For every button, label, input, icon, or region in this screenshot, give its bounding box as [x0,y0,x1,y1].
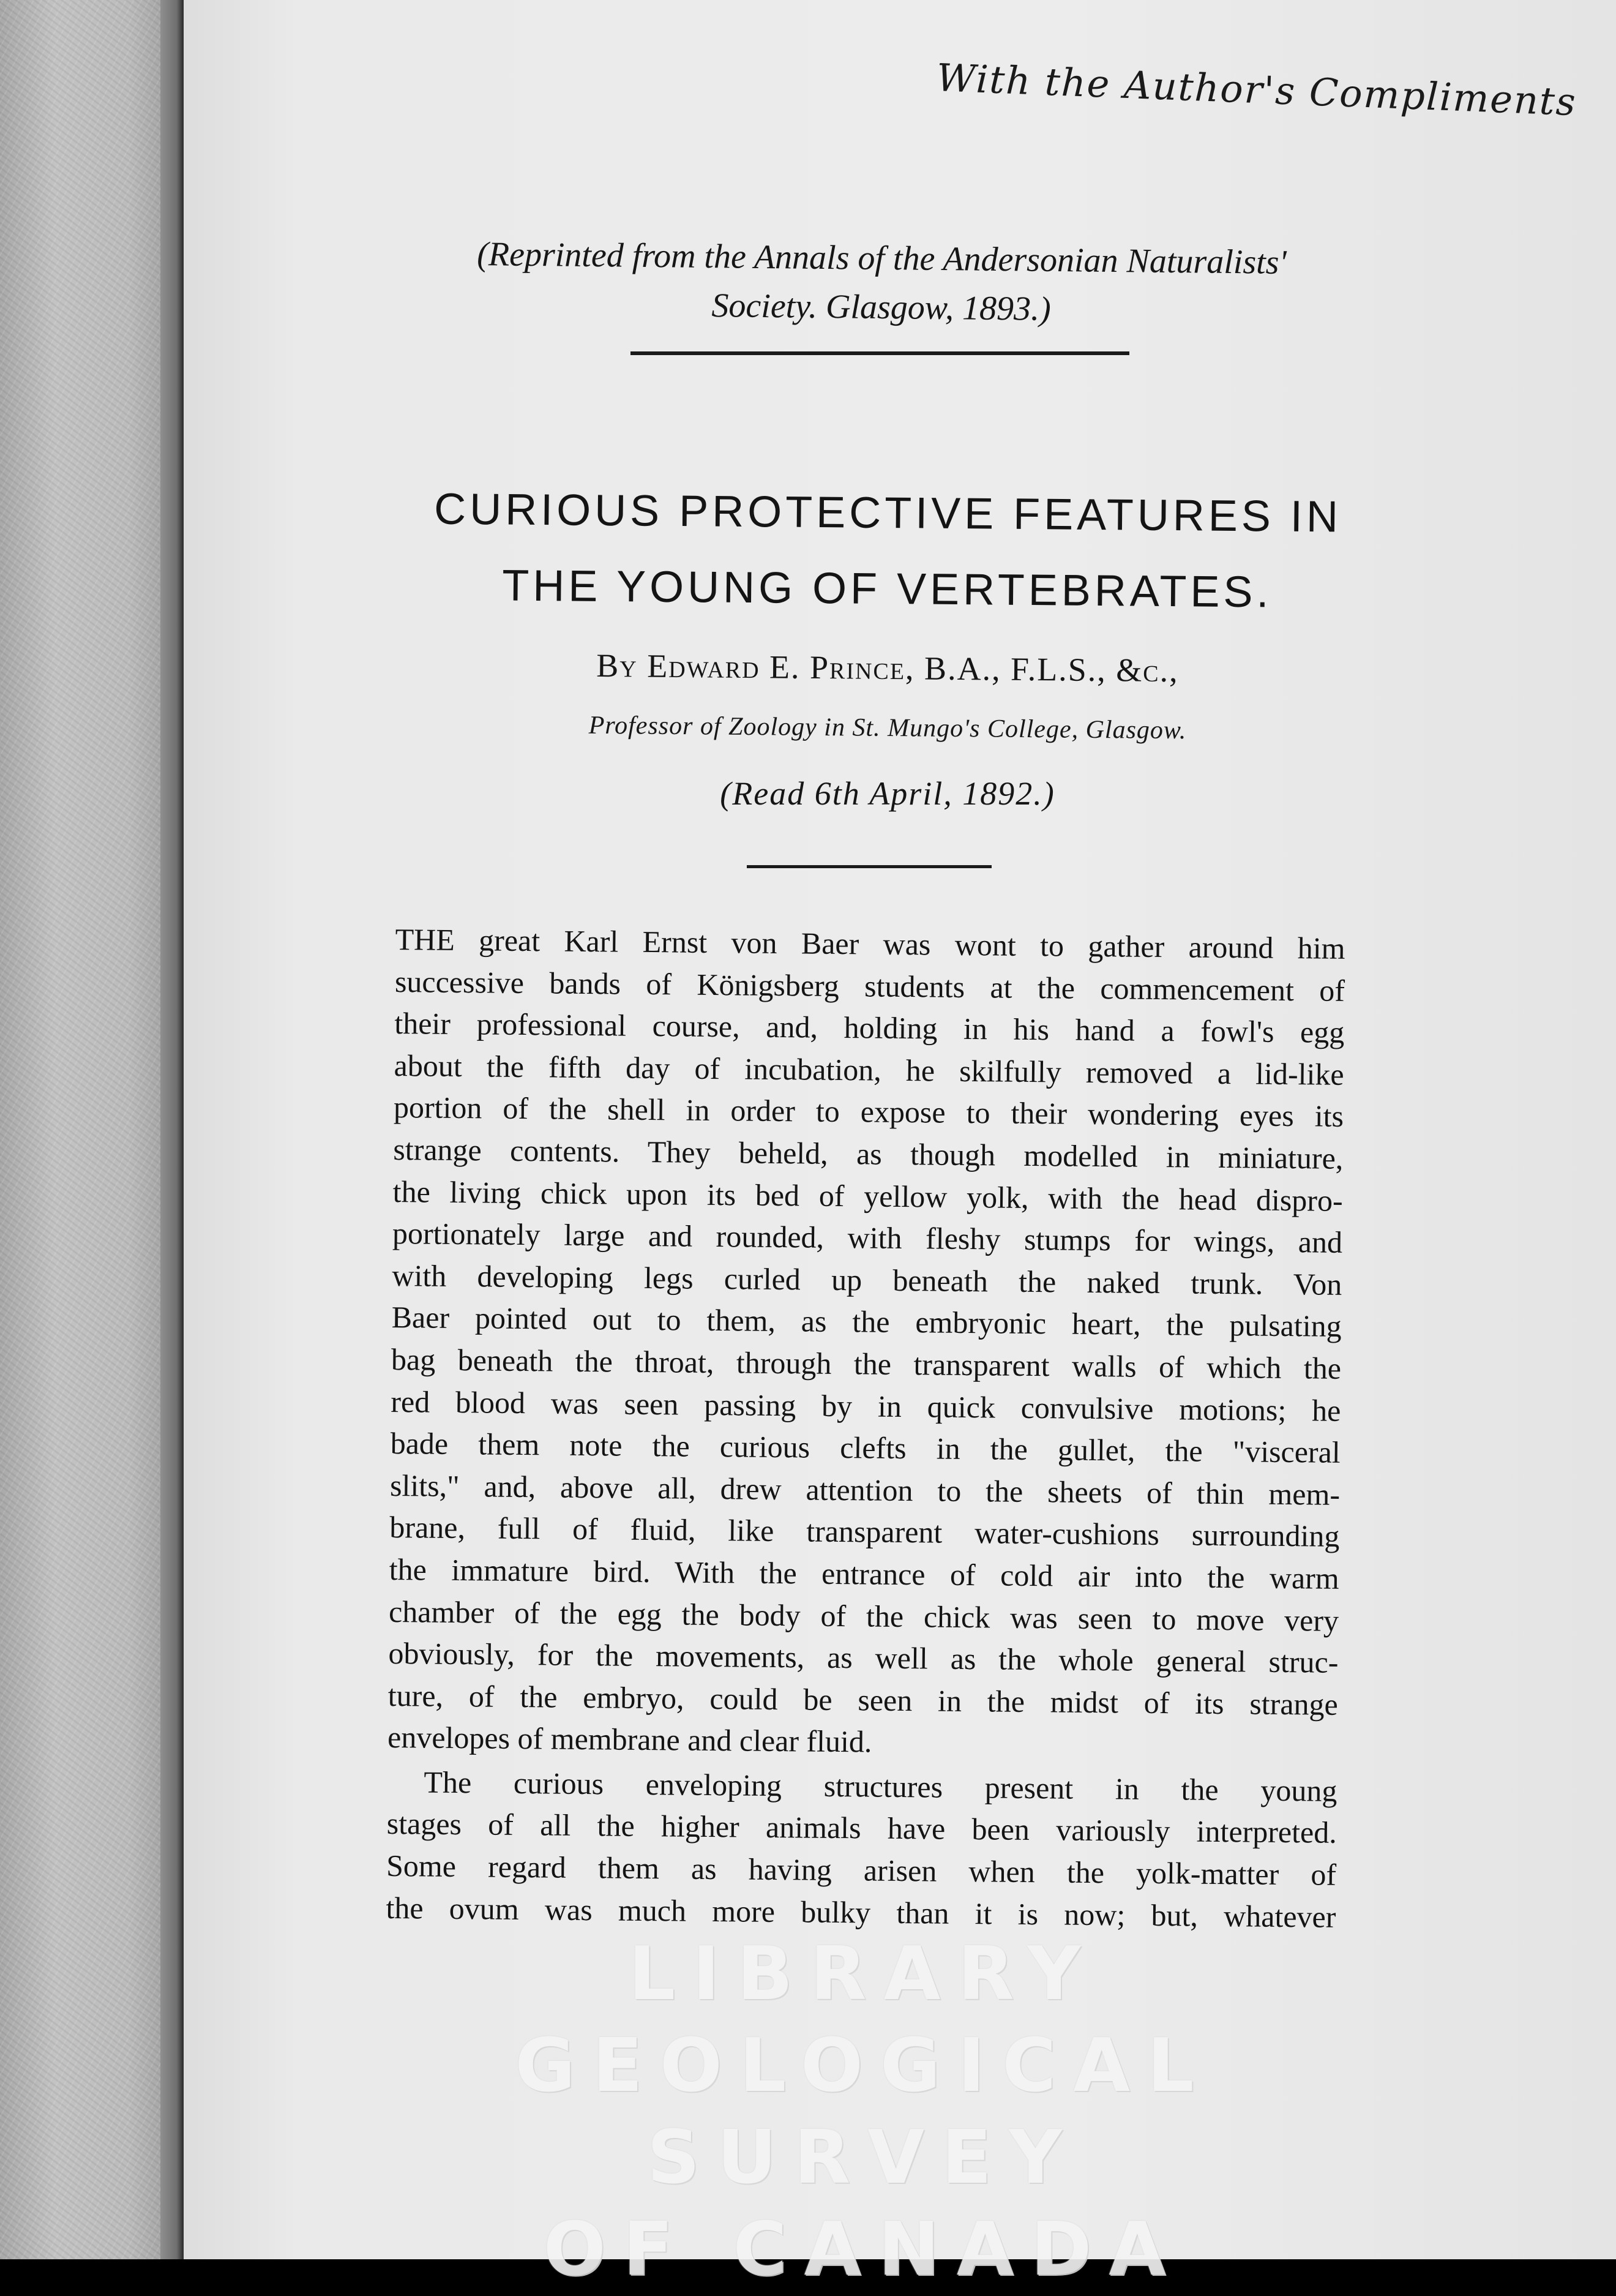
text-line: red blood was seen passing by in quick convulsive motions; he [391,1384,1341,1428]
stamp-line-2: GEOLOGICAL SURVEY [515,2024,1211,2200]
text-line: The curious enveloping structures present in the young [424,1765,1337,1808]
text-line: the immature bird. With the entrance of cold air into the warm [389,1551,1339,1596]
text-line: slits," and, above all, drew attention to the sheets of thin mem- [389,1468,1341,1512]
text-line: the ovum was much more bulky than it is now; but, whatever [386,1890,1336,1934]
title-line-1: CURIOUS PROTECTIVE FEATURES IN [433,484,1342,542]
page-edge-shadow [160,0,184,2259]
text-line: about the fifth day of incubation, he skilfully removed a lid-like [394,1048,1344,1092]
text-line: portionately large and rounded, with fleshy stumps for wings, and [392,1216,1343,1260]
text-line: obviously, for the movements, as well as the whole general struc- [388,1636,1339,1679]
stamp-line-1: LIBRARY [628,1932,1098,2017]
reprint-note [373,228,1390,337]
text-line: the living chick upon its bed of yellow yolk, with the head dispro- [392,1174,1343,1218]
text-line: stages of all the higher animals have been variously interpreted. [386,1806,1337,1850]
text-line: bag beneath the throat, through the transparent walls of which the [391,1341,1342,1386]
read-date: (Read 6th April, 1892.) [720,775,1055,812]
text-line: with developing legs curled up beneath the naked trunk. Von [392,1258,1342,1302]
text-line: successive bands of Königsberg students at the commencement of [394,964,1345,1008]
stamp-line-3: OF CANADA [543,2207,1183,2292]
article-title [342,470,1433,632]
text-line: brane, full of fluid, like transparent water-cushions surrounding [389,1510,1340,1554]
reprint-note-line-1: (Reprinted from the Annals of the Andersonian Naturalists' [476,235,1287,282]
divider-rule [630,351,1129,355]
short-divider-rule [747,865,992,868]
text-line: ture, of the embryo, could be seen in the midst of its strange [387,1678,1339,1722]
article-body [386,918,1345,1938]
text-line: portion of the shell in order to expose to their wondering eyes its [393,1090,1344,1134]
text-line: envelopes of membrane and clear fluid. [387,1720,872,1759]
handwritten-inscription: With the Author's Compliments [935,55,1578,125]
text-line: THE great Karl Ernst von Baer was wont to gather around him [395,921,1345,966]
text-line: strange contents. They beheld, as though modelled in miniature, [393,1131,1344,1176]
text-line: their professional course, and, holding in his hand a fowl's egg [394,1006,1345,1050]
author-affiliation: Professor of Zoology in St. Mungo's College, Glasgow. [588,711,1187,745]
author-byline: By Edward E. Prince, B.A., F.L.S., &c., [596,647,1179,689]
text-line: bade them note the curious clefts in the gullet, the "visceral [390,1426,1341,1469]
text-line: Some regard them as having arisen when the yolk-matter of [386,1848,1337,1892]
binding-strip [0,0,184,2259]
paragraph-1 [387,918,1345,1768]
title-line-2: THE YOUNG OF VERTEBRATES. [502,561,1273,617]
paragraph-2 [386,1761,1337,1938]
reprint-note-line-2: Society. Glasgow, 1893.) [711,287,1051,328]
text-line: Baer pointed out to them, as the embryonic heart, the pulsating [391,1300,1342,1344]
text-line: chamber of the egg the body of the chick was seen to move very [388,1594,1339,1638]
library-embossed-stamp [477,1929,1249,2296]
